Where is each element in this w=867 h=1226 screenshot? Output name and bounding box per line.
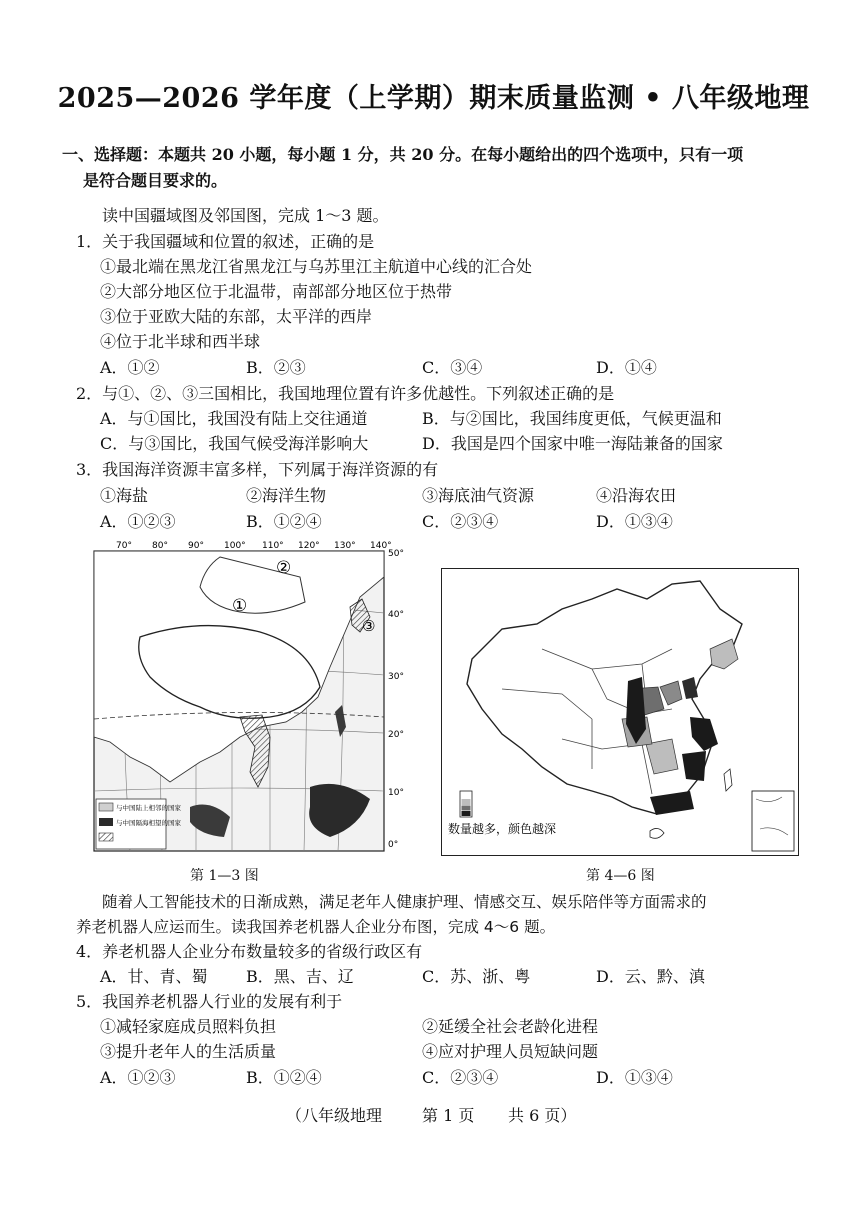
q5-item-2: ②延缓全社会老龄化进程 bbox=[422, 1017, 599, 1036]
q5-option-b[interactable]: B．①②④ bbox=[246, 1068, 322, 1087]
robot-map-legend-text: 数量越多，颜色越深 bbox=[448, 822, 557, 836]
q3-stem: 3．我国海洋资源丰富多样，下列属于海洋资源的有 bbox=[76, 460, 439, 479]
q3-option-c[interactable]: C．②③④ bbox=[422, 512, 499, 531]
q4-option-a[interactable]: A．甘、青、蜀 bbox=[100, 967, 208, 986]
page-title: 2025—2026 学年度（上学期）期末质量监测 • 八年级地理 bbox=[57, 83, 810, 114]
footer-total-pages: 共 6 页） bbox=[508, 1106, 577, 1125]
q5-item-1: ①减轻家庭成员照料负担 bbox=[100, 1017, 277, 1036]
footer-page-number: 第 1 页 bbox=[422, 1106, 475, 1125]
q1-statement-1: ①最北端在黑龙江省黑龙江与乌苏里江主航道中心线的汇合处 bbox=[100, 257, 533, 276]
q5-option-d[interactable]: D．①③④ bbox=[596, 1068, 673, 1087]
intro-q4-6-line1: 随着人工智能技术的日渐成熟，满足老年人健康护理、情感交互、娱乐陪伴等方面需求的 bbox=[102, 893, 707, 911]
marker-country-3: ③ bbox=[362, 617, 376, 635]
section-heading-cont: 是符合题目要求的。 bbox=[83, 171, 228, 190]
q3-option-a[interactable]: A．①②③ bbox=[100, 512, 176, 531]
q1-option-d[interactable]: D．①④ bbox=[596, 358, 657, 377]
lon-label: 90° bbox=[188, 541, 204, 551]
legend-land-neighbors: 与中国陆上相邻的国家 bbox=[116, 804, 181, 812]
q3-option-d[interactable]: D．①③④ bbox=[596, 512, 673, 531]
q1-statement-4: ④位于北半球和西半球 bbox=[100, 332, 261, 351]
q1-option-c[interactable]: C．③④ bbox=[422, 358, 483, 377]
intro-q4-6-line2: 养老机器人应运而生。读我国养老机器人企业分布图，完成 4～6 题。 bbox=[76, 918, 556, 936]
q3-option-b[interactable]: B．①②④ bbox=[246, 512, 322, 531]
neighbors-map-figure bbox=[90, 537, 410, 855]
q1-stem: 1．关于我国疆域和位置的叙述，正确的是 bbox=[76, 232, 375, 251]
q4-option-b[interactable]: B．黑、吉、辽 bbox=[246, 967, 354, 986]
lat-label: 30° bbox=[388, 672, 404, 682]
q5-item-4: ④应对护理人员短缺问题 bbox=[422, 1042, 599, 1061]
q5-option-a[interactable]: A．①②③ bbox=[100, 1068, 176, 1087]
q3-item-3: ③海底油气资源 bbox=[422, 486, 535, 505]
lon-label: 80° bbox=[152, 541, 168, 551]
lat-label: 50° bbox=[388, 549, 404, 559]
map2-caption: 第 4—6 图 bbox=[586, 868, 655, 884]
lat-label: 0° bbox=[388, 840, 399, 850]
q1-option-a[interactable]: A．①② bbox=[100, 358, 160, 377]
robot-distribution-map bbox=[441, 568, 799, 856]
q2-option-a[interactable]: A．与①国比，我国没有陆上交往通道 bbox=[100, 409, 368, 428]
lon-label: 100° bbox=[224, 541, 246, 551]
q2-option-b[interactable]: B．与②国比，我国纬度更低，气候更温和 bbox=[422, 409, 722, 428]
q3-item-1: ①海盐 bbox=[100, 486, 149, 505]
lat-label: 40° bbox=[388, 610, 404, 620]
q5-item-3: ③提升老年人的生活质量 bbox=[100, 1042, 277, 1061]
footer-subject: （八年级地理 bbox=[286, 1106, 383, 1125]
legend-sea-neighbors: 与中国隔海相望的国家 bbox=[116, 819, 181, 827]
q2-stem: 2．与①、②、③三国相比，我国地理位置有许多优越性。下列叙述正确的是 bbox=[76, 384, 615, 403]
q4-option-d[interactable]: D．云、黔、滇 bbox=[596, 967, 705, 986]
lat-label: 20° bbox=[388, 730, 404, 740]
map1-caption: 第 1—3 图 bbox=[190, 868, 259, 884]
lon-label: 120° bbox=[298, 541, 320, 551]
q1-statement-3: ③位于亚欧大陆的东部，太平洋的西岸 bbox=[100, 307, 373, 326]
q2-option-c[interactable]: C．与③国比，我国气候受海洋影响大 bbox=[100, 434, 369, 453]
q3-item-4: ④沿海农田 bbox=[596, 486, 677, 505]
marker-country-2: ② bbox=[276, 558, 292, 578]
section-heading: 一、选择题：本题共 20 小题，每小题 1 分，共 20 分。在每小题给出的四个选项中，只有一项 bbox=[62, 145, 744, 164]
lon-label: 70° bbox=[116, 541, 132, 551]
q1-option-b[interactable]: B．②③ bbox=[246, 358, 306, 377]
lon-label: 130° bbox=[334, 541, 356, 551]
lon-label: 110° bbox=[262, 541, 284, 551]
q5-option-c[interactable]: C．②③④ bbox=[422, 1068, 499, 1087]
robot-distribution-figure bbox=[442, 569, 798, 855]
intro-q1-3: 读中国疆域图及邻国图，完成 1～3 题。 bbox=[102, 206, 389, 225]
q4-option-c[interactable]: C．苏、浙、粤 bbox=[422, 967, 531, 986]
lon-label: 140° bbox=[370, 541, 392, 551]
q4-stem: 4．养老机器人企业分布数量较多的省级行政区有 bbox=[76, 942, 423, 961]
lat-label: 10° bbox=[388, 788, 404, 798]
q1-statement-2: ②大部分地区位于北温带，南部部分地区位于热带 bbox=[100, 282, 453, 301]
q5-stem: 5．我国养老机器人行业的发展有利于 bbox=[76, 992, 343, 1011]
q2-option-d[interactable]: D．我国是四个国家中唯一海陆兼备的国家 bbox=[422, 434, 723, 453]
marker-country-1: ① bbox=[232, 596, 248, 616]
neighbors-map bbox=[90, 537, 410, 855]
q3-item-2: ②海洋生物 bbox=[246, 486, 327, 505]
